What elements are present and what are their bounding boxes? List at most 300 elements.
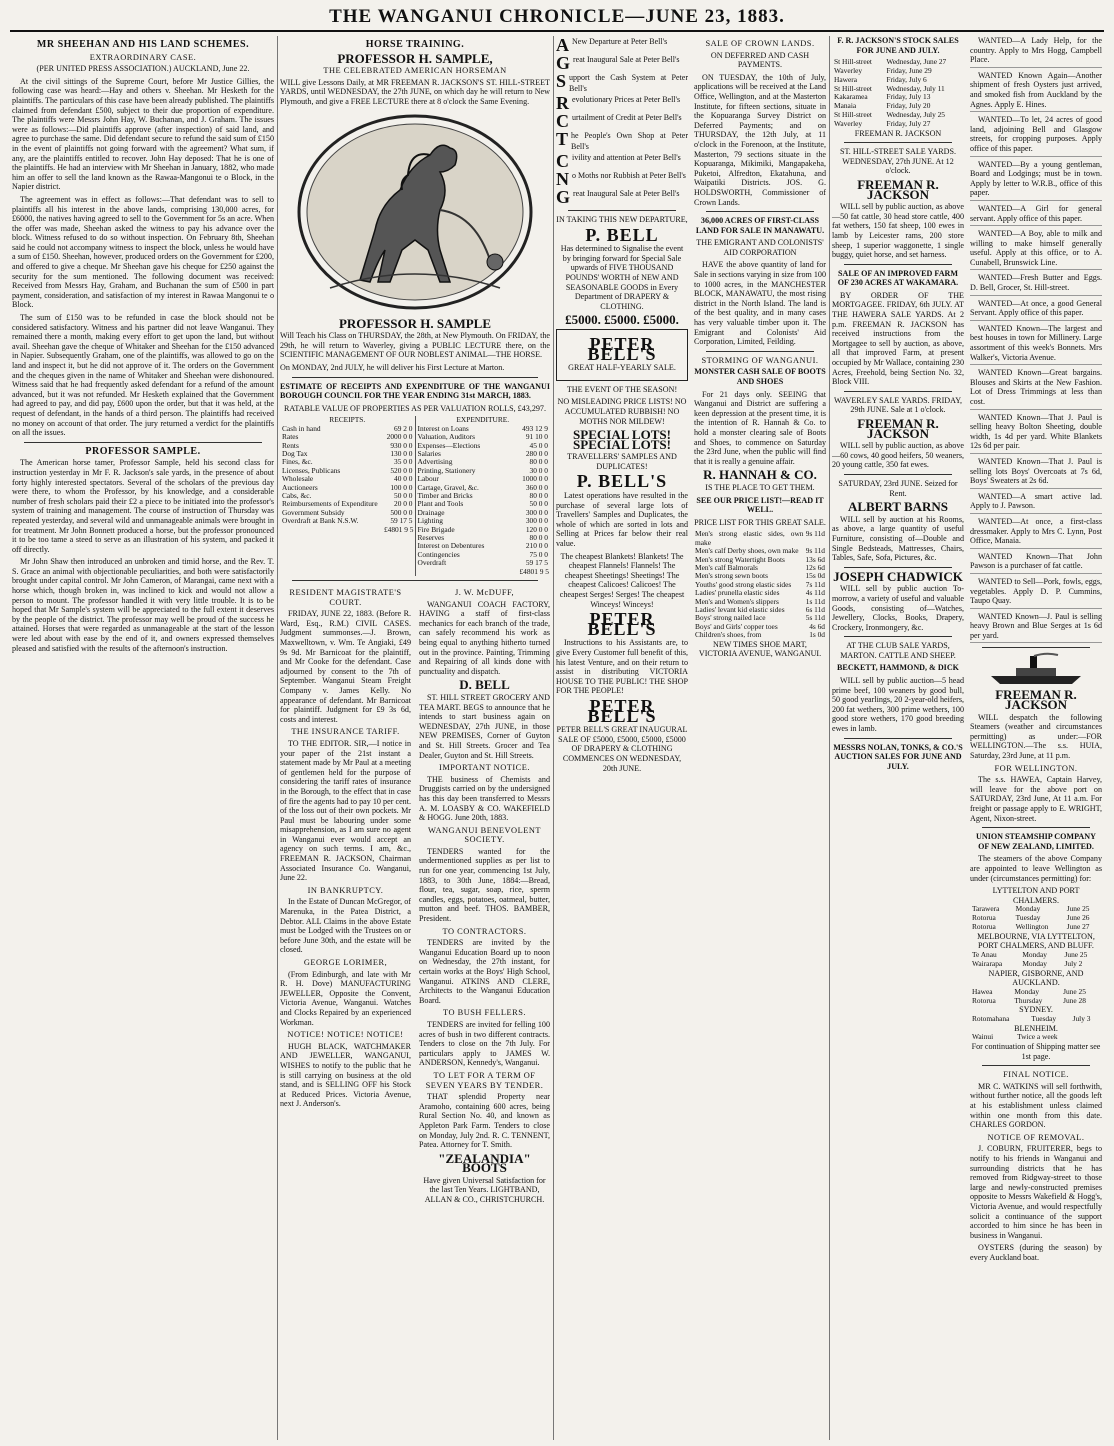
ledger-amount: Friday, June 29 (886, 65, 932, 75)
wanted-column (970, 36, 1102, 1266)
wanted-ad: WANTED Known—That J. Paul is selling heavy Bolton Sheeting, double width, 1s 4d per yard. White Blankets 12s 6d per pair. (970, 413, 1102, 454)
acrostic-line (556, 188, 688, 206)
ledger-item: Boys' and Girls' copper toes (695, 621, 778, 631)
ledger-item: Men's strong elastic sides, own make (695, 529, 804, 547)
bell-text: Has determined to Signalise the event by bringing forward for Special Sale upwards of FIVE THOUSAND POUNDS' WORTH of NEW AND SEASONABLE GOODS in Every Department of DRAPERY & CLOTHING. (560, 244, 684, 311)
article-headline: MR SHEEHAN AND HIS LAND SCHEMES. (36, 39, 250, 50)
ledger-amount: 1s 0d (809, 630, 825, 640)
yards-heading: ST. HILL-STREET SALE YARDS. WEDNESDAY, 27th JUNE. At 12 o'clock. (839, 147, 957, 176)
ledger-amount: 4s 11d (805, 588, 825, 598)
column-4 (832, 36, 1102, 1440)
wanted-ad: WANTED—A Boy, able to milk and willing to make himself generally useful. Apply at this office, or to A. Cunabell, Brunswick Line. (970, 229, 1102, 270)
acrostic-text: reat Inaugural Sale at Peter Bell's (573, 189, 680, 198)
article-paragraph: At the civil sittings of the Supreme Court, before Mr Justice Gillies, the following case was heard:—Hay and others v. Sheehan. Mr Hesketh for the plaintiffs. The particulars of this case have been already published. The plaintiffs claimed from defendant £500, subject to their due proportion of expenditure. The plaintiffs were Messrs John Hay, W. Buchanan, and J. Graham. The issues were as follows:—Did plaintiffs approve (after inspection) of said land, and agree to purchase the same. Did defendant secure to refund the said sum of £150 in the event of plaintiffs not going forward with the agreement? What sum, if any, are the plaintiffs entitled to recover. John Hay deposed: That he is one of the plaintiffs. He had an interview with Mr Sheehan in January, 1882, who made him an offer to sell the land known as the Rawaa-Mangonui te o Block, in the Napier district. (12, 76, 274, 192)
ledger-amount: Wednesday, June 27 (886, 57, 947, 67)
ledger-amount: 1s 11d (805, 596, 825, 606)
monster-heading: MONSTER CASH SALE OF BOOTS AND SHOES (694, 367, 826, 386)
column-divider (829, 36, 830, 1440)
acrostic-line (556, 152, 688, 170)
route-cell: Rotomahana (972, 1013, 1010, 1023)
acrostic-text: New Departure at Peter Bell's (572, 37, 668, 46)
ledger-item: Rents (282, 440, 299, 450)
ledger-amount: 69 2 0 (394, 423, 413, 433)
article-subhead: EXTRAORDINARY CASE. (89, 52, 197, 62)
ledger-item: Drainage (417, 507, 445, 517)
divider (568, 210, 676, 211)
article-paragraph: The American horse tamer, Professor Sample, held his second class for instruction yesterday in Mr F. R. Jackson's sale yards, in the presence of about forty highly interested spectators. Several of the scholars of the previous day were there, to whom the Professor, by his knowledge, and a considerable number of fresh scholars paid their £2 a piece to be initiated into the professor's system of training and management. The course of instruction of Thursday was repeated yesterday, and several wild and unmanageable animals were brought in for treatment. Mr John Bonnett produced a horse, but the professor pronounced it to be too tame a steed to serve as an illustration of his system, and packed it off directly. (12, 458, 274, 554)
ledger-row (694, 631, 826, 639)
acres-text: HAVE the above quantity of land for Sale in sections varying in size from 100 to 1000 acres, in the MANCHESTER BLOCK, MANAWATU, the most rising district in the North Island. The land is of the best quality, and in many cases has very valuable timber upon it. The Emigrant and Colonists' Aid Corporation, Limited, Feilding. (694, 260, 826, 347)
receipts-label: RECEIPTS. (329, 415, 366, 425)
auctioneer-name: FREEMAN R. JACKSON (854, 128, 942, 138)
ledger-item: St Hill-street (834, 109, 872, 119)
notice-text: HUGH BLACK, WATCHMAKER AND JEWELLER, WANGANUI, WISHES to notify to the public that he is still carrying on business at the old stand, and is SELLING OFF his Stock at Reduced Prices. Victoria Avenue, next J. Anderson's. (280, 1041, 411, 1109)
acrostic-initial: G (556, 187, 571, 207)
wanted-ad: WANTED—At once, a good General Servant. Apply office of this paper. (970, 299, 1102, 321)
sale-end-text: PETER BELL'S GREAT INAUGURAL SALE OF £5000, £5000, £5000, £5000 OF DRAPERY & CLOTHING COMMENCES ON WEDNESDAY, 20th JUNE. (556, 725, 688, 773)
cheapest-list: The cheapest Blankets! Blankets! The cheapest Flannels! Flannels! The cheapest Sheetings! Sheetings! The cheapest Calicoes! Calicoes! The cheapest Serges! Serges! The cheapest Winceys! Winceys! (559, 551, 685, 609)
storming-heading: STORMING OF WANGANUI. (701, 355, 819, 365)
estimate-ledger (280, 416, 550, 576)
usco-heading: UNION STEAMSHIP COMPANY OF NEW ZEALAND, LIMITED. (976, 832, 1096, 851)
receipts-total: £4801 9 5 (383, 524, 414, 534)
section-heading: D. BELL (459, 677, 510, 693)
tender-notice: TENDERS wanted for the undermentioned supplies as per list to run for one year, commencing 1st July, 1883, to 30th June, 1884:—Bread, flour, tea, sugar, soap, rice, sperm candles, eggs, potatoes, oatmeal, butter, mutton and beef. THOS. BAMBER, President. (419, 846, 550, 924)
route-row (970, 923, 1102, 932)
section-heading: WANGANUI BENEVOLENT SOCIETY. (427, 825, 541, 845)
article-paragraph: The agreement was in effect as follows:—That defendant was to sell to plaintiffs all his interest in the above lands, comprising 130,000 acres, for £6000, the natives having agreed to sell to the Government for 5s an acre. When the offer was made, Sheehan asked the witness to pay his advance over the block. Witness refused to do so without inspection. On February 8th, Sheehan said he could not accompany witness to inspect the block, unless he would have a sum of £150. Sheehan, however, produced orders on the Government for £200, and offered to give a cheque. Mr Sheehan gave his cheque for £250 against the security for the sum mentioned. The following document was received: Received from Messrs Hay, Graham, and Buchanan the sum of £500 in part payment, consideration, and satisfaction of my interest in Rawaa Mangonui te o Block. (12, 194, 274, 310)
ledger-item: Manaia (834, 101, 857, 111)
crown-text: ON TUESDAY, the 10th of July, applications will be received at the Land Office, Wellington, and at the Masterton Institute, for fifteen sections, situate in the Kopuaranga Survey District on Deferred Payments; and on THURSDAY, the 12th July, at 11 o'clock in the Forenoon, at the Institute, Masterton, 79 sections situate in the Kopuaranga, Mikimiki, Mangapakeha, Puketoi, Alfredton, Ekatahuna, and Waipatiki Districts. JOS. G. HOLDSWORTH, Commissioner of Crown Lands. (694, 72, 826, 207)
article-paragraph: Mr John Shaw then introduced an unbroken and timid horse, and the Rev. T. S. Grace an animal with objectionable peculiarities, and both were satisfactorily brought under capital control. Mr John Cameron, of Marangai, came next with a horse which, though broken in, was inclined to kick and would not allow a person to mount. The professor handled it with very little trouble. It is to be hoped that Mr Sample's system will be appreciated to the full extent it deserves by the people of the district. The professor may well be proud of the success he attained. Horses that were regarded as unmanageable at the start of the lesson were led about with ease by the end of it, and owners expressed themselves pleased and satisfied with the results of the afternoon's instruction. (12, 557, 274, 653)
acrostic-text: reat Inaugural Sale at Peter Bell's (573, 55, 680, 64)
acrostic-text: o Moths nor Rubbish at Peter Bell's (572, 171, 686, 180)
route-row (970, 1033, 1102, 1042)
insurance-letter: TO THE EDITOR. SIR,—I notice in your paper of the 21st instant a statement made by Mr Paul at a meeting of gentlemen held for the purpose of considering the tariff rates of insurance in the Borough, to the effect that in case of fire the agents had to pay 10 per cent. of the loss out of their own pockets. Mr Paul must be labouring under some misapprehension, as I am sure no agent in Wanganui ever would accept an agency on such terms. I am, &c., FREEMAN R. JACKSON, Chairman Associated Insurance Co. Wanganui, June 22. (280, 738, 411, 883)
ledger-item: Reserves (417, 533, 445, 542)
ledger-item: Plant and Tools (417, 499, 464, 509)
section-heading: TO BUSH FELLERS. (443, 1008, 526, 1018)
route-cell (1095, 1033, 1102, 1042)
oysters-text: OYSTERS (during the season) by every Auckland boat. (970, 1243, 1102, 1262)
acrostic-line (556, 72, 688, 94)
ledger-amount: 2000 0 0 (386, 432, 413, 442)
article-paragraph: The sum of £150 was to be refunded in case the block should not be considered satisfactory. Witness and his partner did not leave Wanganui. They remained there a month, making every effort to get upon the land, but without avail. Sheehan gave the cheque of Whitaker and Sheehan for the £150 advanced in Napier. Subsequently Graham, one of the plaintiffs, was allowed to go on the land and inspect it, but he did not approve of it. The orders on the Government and the cheques given in the name of Whitaker and Sheehan were dishonoured. Witness said that he had frequently asked defendant for a refund of the amount advanced, but it was not refunded. Mr Hesketh explained that the Government had agreed to pay, and did pay, £600 upon the order, but that it was held, at the request of defendant, in the hands of a third person. The plaintiffs had received no money on account of that order. The jury returned a verdict for the plaintiffs on all the issues. (12, 313, 274, 438)
shipping-agent: FREEMAN R. JACKSON (995, 687, 1077, 713)
ad-text: Will Teach his Class on THURSDAY, the 28th, at New Plymouth. On FRIDAY, the 29th, he will return to Waverley, giving a PUBLIC LECTURE there, on the SCIENTIFIC MANAGEMENT OF OUR NOBLEST ANIMAL—THE HORSE. (280, 331, 550, 360)
barns-text: WILL sell by auction at his Rooms, as above, a large quantity of useful Furniture, consisting of—Double and Single Bedsteads, Mattresses, Chairs, Tables, Safe, Sofa, Pictures, &c. (832, 514, 964, 563)
route-cell: Monday (1015, 904, 1041, 914)
acrostic-text: urtailment of Credit at Peter Bell's (572, 113, 682, 122)
acrostic-text: evolutionary Prices at Peter Bell's (572, 95, 681, 104)
ledger-item: Interest on Debentures (417, 541, 485, 551)
wanted-ad: WANTED Known—That John Pawson is a purchaser of fat cattle. (970, 552, 1102, 574)
ledger-amount: 20 0 0 (394, 499, 413, 509)
ledger-amount: 210 0 0 (525, 541, 548, 551)
bankruptcy-notice: In the Estate of Duncan McGregor, of Marenuka, in the Patea District, a Debtor. ALL Claims in the above Estate must be Lodged with the Trustees on or before June 30th, and the estate will be closed. (280, 897, 411, 955)
acrostic-initial: C (556, 111, 569, 131)
route-heading: NAPIER, GISBORNE, AND AUCKLAND. (988, 968, 1084, 988)
route-cell: June 26 (1066, 913, 1090, 923)
club-heading: AT THE CLUB SALE YARDS, MARTON. CATTLE AND SHEEP. (840, 641, 956, 660)
ledger-item: Men's and Women's slippers (695, 596, 779, 606)
removal-heading: NOTICE OF REMOVAL. (987, 1132, 1085, 1142)
ledger-item: Wholesale (282, 474, 314, 484)
receipts-table (281, 425, 414, 526)
ledger-item: Youths' good strong elastic sides (695, 579, 792, 589)
ledger-item: Waverley (834, 118, 863, 128)
divider (24, 442, 262, 443)
ad-subtitle: THE CELEBRATED AMERICAN HORSEMAN (323, 66, 507, 76)
acrostic-line (556, 130, 688, 152)
ledger-amount: 100 0 0 (390, 482, 413, 492)
hannah-name: R. HANNAH & CO. (703, 467, 817, 483)
ledger-item: Rates (282, 432, 299, 442)
expenditure-label: EXPENDITURE. (456, 415, 510, 425)
ledger-amount: Friday, July 27 (886, 118, 931, 128)
divider (844, 636, 952, 637)
p-bells-text: Latest operations have resulted in the purchase of several large lots of Travellers' Samples and Duplicates, the whole of which are sorted in lots and Selling at Prices far below their real value. (556, 491, 688, 549)
route-heading: BLENHEIM. (1014, 1023, 1058, 1033)
ledger-amount: 9s 11d (805, 546, 825, 556)
ledger-amount: 7s 11d (805, 579, 825, 589)
acrostic-initial: T (556, 129, 569, 149)
mortgage-heading: SALE OF AN IMPROVED FARM OF 230 ACRES AT WAKAMARA. (837, 268, 959, 288)
ledger-amount: Friday, July 20 (886, 101, 931, 111)
ledger-item: Licenses, Publicans (282, 465, 341, 475)
route-table (970, 905, 1102, 931)
ledger-item: Reimbursements of Expenditure (282, 499, 378, 509)
ledger-row (832, 120, 964, 129)
acrostic-line (556, 112, 688, 130)
ledger-amount: 80 0 0 (529, 490, 548, 500)
divider (982, 647, 1090, 648)
bell-column (556, 36, 688, 776)
acrostic-initial: C (556, 151, 569, 171)
acrostic-initial: R (556, 93, 569, 113)
tender-notice: TENDERS are invited by the Wanganui Education Board up to noon on Wednesday, the 27th instant, for certain works at the Boys' High School, Wanganui. ATKINS AND CLERE, Architects to the Wanganui Education Board. (419, 938, 550, 1005)
acrostic-list (556, 36, 688, 206)
jeweller-ad: (From Edinburgh, and late with Mr R. H. Dove) MANUFACTURING JEWELLER, Opposite the Convent, Victoria Avenue, Wanganui. Watches and Clocks Repaired by an experienced Workman. (280, 969, 411, 1027)
engraving-caption: PROFESSOR H. SAMPLE (338, 315, 492, 331)
ledger-item: Contingencies (417, 549, 460, 559)
coach-factory-ad: WANGANUI COACH FACTORY, HAVING a staff of first-class mechanics for each branch of the trade, can safely recommend his work as being equal to anything hitherto turned out in the province. Painting, Trimming and Repairing of all kinds done with punctuality and dispatch. (419, 599, 550, 676)
ledger-item: Waverley (834, 65, 863, 75)
wanted-ad: WANTED—A smart active lad. Apply to J. Pawson. (970, 492, 1102, 514)
half-yearly-sub: GREAT HALF-YEARLY SALE. (568, 363, 676, 373)
ledger-item: Cash in hand (282, 423, 321, 433)
receipts-column (280, 416, 415, 576)
ledger-amount: 930 0 0 (390, 440, 413, 450)
usco-note: For continuation of Shipping matter see 1st page. (971, 1042, 1101, 1061)
travellers-samples: TRAVELLERS' SAMPLES AND DUPLICATES! (567, 452, 677, 471)
special-lots: SPECIAL LOTS! SPECIAL LOTS! (573, 427, 671, 452)
monster-text: For 21 days only. SEEING that Wanganui and District are suffering a keen depression at the present time, it is the intention of R. Hannah & Co. to hold a monster clearing sale of Boots and Shoes, to commence on Saturday the 23rd June, when the public will find that it is really a genuine affair. (694, 389, 826, 466)
crown-heading: SALE OF CROWN LANDS. (705, 39, 815, 48)
ledger-amount: 80 0 0 (529, 533, 548, 542)
route-cell: June 27 (1066, 921, 1090, 931)
divider (706, 351, 814, 352)
wanted-ad: WANTED to Sell—Pork, fowls, eggs, vegetables. Apply D. P. Cummins, Taupo Quay. (970, 577, 1102, 609)
ledger-item: Ladies' prunella elastic sides (695, 588, 780, 598)
crown-sub: ON DEFERRED AND CASH PAYMENTS. (710, 50, 810, 70)
ledger-amount: Wednesday, July 25 (886, 109, 945, 119)
instructions-text: Instructions to his Assistants are, to give Every Customer full benefit of this, his latest Venture, and on their return to assist in distributing VICTORIA HOUSE TO THE PUBLIC! THE SHOP FOR THE PEOPLE! (556, 638, 688, 696)
ledger-item: St Hill-street (834, 57, 872, 67)
shipping-text: The s.s. HAWEA, Captain Harvey, will leave for the above port on SATURDAY, 23rd June, At 11 a.m. For freight or passage apply to E. WRIGHT, Agent, Nixon-street. (970, 775, 1102, 823)
ledger-amount: 300 0 0 (525, 507, 548, 517)
acrostic-initial: N (556, 169, 569, 189)
half-yearly-box (556, 329, 688, 381)
ledger-amount: 50 0 0 (394, 490, 413, 500)
route-heading: LYTTELTON AND PORT CHALMERS. (992, 886, 1080, 905)
divider (844, 142, 952, 143)
ledger-amount: 45 0 0 (529, 440, 548, 450)
section-heading: TO LET FOR A TERM OF SEVEN YEARS BY TENDER. (425, 1070, 544, 1090)
acrostic-initial: A (556, 36, 569, 55)
route-table (970, 1015, 1102, 1024)
bell-name: P. BELL (585, 224, 659, 245)
route-cell: Hawea (972, 986, 993, 996)
yards-text: WILL sell by public auction, as above—50 fat cattle, 30 head store cattle, 400 fat wethers, 150 fat sheep, 100 ewes in lamb by Leicester rams, 200 store sheep, 1 superior waggonette, 1 single buggy, quiet horse, and set harness. (832, 202, 964, 260)
ad-name: PROFESSOR H. SAMPLE, (337, 50, 493, 66)
ledger-item: Cabs, &c. (282, 490, 312, 500)
route-heading: MELBOURNE, VIA LYTTELTON, PORT CHALMERS, AND BLUFF. (977, 931, 1095, 951)
wanted-ad: WANTED Known—That J. Paul is selling lots Boys' Overcoats at 7s 6d, Boys' Sweaters at 2s 6d. (970, 457, 1102, 489)
price-list-heading: PRICE LIST FOR THIS GREAT SALE. (694, 517, 826, 527)
ledger-amount: 13s 6d (805, 554, 825, 564)
ledger-amount: Friday, July 13 (886, 92, 931, 102)
barns-date: SATURDAY, 23rd JUNE. Seized for Rent. (838, 478, 958, 498)
expenditure-total: £4801 9 5 (519, 566, 549, 576)
divider (844, 391, 952, 392)
acrostic-initial: G (556, 53, 571, 73)
route-row (970, 960, 1102, 969)
ledger-amount: 5s 11d (805, 613, 825, 623)
section-heading: IN BANKRUPTCY. (307, 885, 384, 895)
route-cell: June 28 (1063, 995, 1086, 1005)
route-cell: Rotorua (972, 995, 996, 1005)
section-heading: IMPORTANT NOTICE. (439, 763, 530, 773)
auction-column (832, 36, 964, 774)
no-misleading: NO MISLEADING PRICE LISTS! NO ACCUMULATED RUBBISH! NO MOTHS NOR MILDEW! (557, 397, 687, 426)
lease-notice: THAT splendid Property near Aramoho, containing 600 acres, being Rural Section No. 40, and known as Appleton Park Farm. Tenders to close on Monday, July 2nd. R. C. TENNENT, Patea. Attorney for T. Smith. (419, 1092, 550, 1150)
divider (844, 474, 952, 475)
divider (982, 1065, 1090, 1066)
ledger-amount: 12s 6d (805, 562, 825, 572)
ledger-amount: Wednesday, July 11 (886, 83, 945, 93)
ledger-item: Interest on Loans (417, 423, 469, 433)
ledger-item: Labour (417, 474, 439, 484)
ledger-item: St Hill-street (834, 83, 872, 93)
zealandia-heading: "ZEALANDIA" BOOTS (438, 1150, 531, 1176)
chadwick-text: WILL sell by public auction To-morrow, a variety of useful and valuable Goods, consisting of—Watches, Jewellery, Clocks, Books, Drapery, Crockery, Ironmongery, &c. (832, 584, 964, 632)
section-heading: NOTICE! NOTICE! NOTICE! (287, 1030, 404, 1040)
ledger-amount: Friday, July 6 (886, 74, 927, 84)
chadwick-name: JOSEPH CHADWICK (833, 568, 963, 584)
shipping-text: WILL despatch the following Steamers (weather and circumstances permitting) as under:—FOR WELLINGTON.—The s.s. HUIA, Saturday, 23rd June, at 11 p.m. (970, 712, 1102, 761)
crown-lands-column (694, 36, 826, 662)
ledger-amount: 280 0 0 (525, 448, 548, 458)
beckett-text: WILL sell by public auction—5 head prime beef, 100 weaners by good bull, 50 good yearlings, 20 2-year-old heifers, 200 fat wethers, 300 prime wethers, 100 good store wethers, 170 good breeding ewes in lamb. (832, 676, 964, 734)
waverley-text: WILL sell by public auction, as above—60 cows, 40 good heifers, 50 weaners, 20 young cattle, 350 fat ewes. (832, 441, 964, 470)
acrostic-text: upport the Cash System at Peter Bell's (569, 73, 688, 93)
ledger-item: Dog Tax (282, 448, 308, 458)
acres-heading: 36,000 ACRES OF FIRST-CLASS LAND FOR SALE IN MANAWATU. (695, 216, 825, 235)
route-cell: Wainui (972, 1032, 994, 1042)
ledger-item: Salaries (417, 448, 441, 458)
route-cell: Monday (1022, 958, 1047, 968)
route-table (970, 1033, 1102, 1042)
steamship-icon (986, 652, 1086, 686)
column-divider (553, 36, 554, 1440)
peter-bells-heading: PETER BELL'S (587, 333, 657, 364)
ledger-amount: 59 17 5 (390, 516, 413, 526)
ledger-item: Overdraft (417, 558, 447, 568)
estimate-subheading: RATABLE VALUE OF PROPERTIES AS PER VALUATION ROLLS, £43,297. (283, 403, 547, 413)
ledger-item: Advertising (417, 457, 453, 467)
route-cell: July 2 (1064, 958, 1083, 968)
ledger-item: Ladies' levant kid elastic sides (695, 604, 785, 614)
column-2 (280, 36, 550, 1440)
divider (844, 264, 952, 265)
peter-bells-heading: PETER BELL'S (587, 609, 657, 639)
tender-notice: TENDERS are invited for felling 100 acres of bush in two different contracts. Tenders to close on the 7th July. For particulars apply to JAMES W. ANDERSON, Kennedy's, Wanganui. (419, 1019, 550, 1068)
acrostic-line (556, 170, 688, 188)
route-cell: Tarawera (972, 904, 1000, 914)
wanted-ad: WANTED—Fresh Butter and Eggs. D. Bell, Grocer, St. Hill-street. (970, 273, 1102, 295)
ledger-amount: 9s 11d (805, 529, 825, 539)
ad-text: On MONDAY, 2nd JULY, he will deliver his First Lecture at Marton. (280, 362, 505, 372)
ledger-item: Timber and Bricks (417, 490, 473, 500)
event-line: THE EVENT OF THE SEASON! (566, 384, 678, 394)
lower-split (280, 585, 550, 1205)
ledger-amount: 15s 0d (805, 571, 825, 581)
ledger-amount: 30 0 0 (529, 465, 548, 475)
wanted-list (970, 36, 1102, 643)
ledger-item: Children's shoes, from (695, 630, 762, 640)
lower-left-column (280, 585, 411, 1112)
ledger-amount: 80 0 0 (529, 457, 548, 467)
section-heading: THE INSURANCE TARIFF. (291, 727, 400, 737)
route-cell: Wairarapa (972, 958, 1003, 968)
ledger-amount: 6s 11d (805, 604, 825, 614)
masthead-title: THE WANGANUI CHRONICLE—JUNE 23, 1883. (329, 6, 785, 27)
ledger-item: Overdraft at Bank N.S.W. (282, 516, 359, 526)
see-price-list: SEE OUR PRICE LIST!—READ IT WELL. (696, 495, 824, 515)
zealandia-text: Have given Universal Satisfaction for the last Ten Years. LIGHTBAND, ALLAN & CO., CHRISTCHURCH. (423, 1175, 546, 1205)
place-line: IS THE PLACE TO GET THEM. (705, 482, 815, 492)
masthead-rule (10, 30, 1104, 32)
wanted-ad: WANTED—At once, a first-class dressmaker. Apply to Mrs C. Lynn, Post Office, Manaia. (970, 517, 1102, 549)
divider (844, 738, 952, 739)
divider (844, 567, 952, 568)
acrostic-text: he People's Own Shop at Peter Bell's (571, 131, 688, 151)
column-1 (12, 36, 274, 1440)
waverley-heading: WAVERLEY SALE YARDS. FRIDAY, 29th JUNE. Sale at 1 o'clock. (833, 395, 963, 415)
ledger-amount: 360 0 0 (525, 482, 548, 492)
ledger-item: Fire Brigade (417, 524, 455, 534)
acrostic-line (556, 36, 688, 54)
acrostic-initial: S (556, 71, 567, 91)
divider (706, 211, 814, 212)
route-row (970, 1015, 1102, 1024)
acres-sub: THE EMIGRANT AND COLONISTS' AID CORPORATION (696, 238, 824, 257)
route-cell: Rotorua (972, 921, 996, 931)
column-3 (556, 36, 826, 1440)
route-cell: Rotorua (972, 913, 996, 923)
route-table (970, 951, 1102, 969)
ledger-item: Men's strong Watertight Boots (695, 554, 785, 564)
removal-text: J. COBURN, FRUITERER, begs to notify to his friends in Wanganui and surrounding districts that he has removed from Ridgway-street to those large and newly-constructed premises opposite to Messrs Wakefield & Hogg's, Victoria Avenue, and would respectfully solicit a continuance of the support accorded to him since he has been in business in Wanganui. (970, 1144, 1102, 1240)
ledger-amount: 130 0 0 (390, 448, 413, 458)
nolan-heading: MESSRS NOLAN, TONKS, & CO.'S AUCTION SALES FOR JUNE AND JULY. (833, 742, 963, 771)
rearing-horse-engraving (290, 110, 540, 315)
mortgage-text: BY ORDER OF THE MORTGAGEE. FRIDAY, 6th JULY. AT THE HAWERA SALE YARDS. At 2 p.m. FREEMAN R. JACKSON has received instructions from the Mortgagee to sell by auction, as above, all that improved Farm, at present occupied by Mr Wallace, containing 230 Acres, Freehold, being Section No. 32, Block VIII. (832, 290, 964, 387)
ledger-item: Expenses—Elections (417, 440, 481, 450)
hannah-address: NEW TIMES SHOE MART, VICTORIA AVENUE, WANGANUI. (698, 639, 822, 659)
route-heading: SYDNEY. (1019, 1005, 1053, 1015)
route-cell: Thursday (1014, 995, 1043, 1005)
chemist-notice: THE business of Chemists and Druggists carried on by the undersigned has this day been transferred to Messrs A. M. LOASBY & CO. WAKEFIELD & HOGG. June 20th, 1883. (419, 774, 550, 823)
route-cell: June 25 (1066, 904, 1090, 914)
ledger-item: Government Subsidy (282, 507, 345, 517)
route-cell: Tuesday (1031, 1013, 1057, 1023)
expenditure-column (415, 416, 550, 576)
section-heading: J. W. McDUFF, (454, 588, 515, 598)
lower-right-column (419, 585, 550, 1208)
divider (292, 580, 538, 581)
route-cell: June 25 (1063, 986, 1086, 996)
section-heading: GEORGE LORIMER, (303, 958, 388, 967)
acrostic-line (556, 94, 688, 112)
grocery-ad: ST. HILL STREET GROCERY AND TEA MART. BEGS to announce that he intends to start business again on WEDNESDAY, 27th JUNE, in those NEW PREMISES, Corner of Guyton and St. Hill Streets. Grocer and Tea Dealer, Guyton and St. Hill Streets. (419, 692, 550, 760)
court-text: FRIDAY, JUNE 22, 1883. (Before R. Ward, Esq., R.M.) CIVIL CASES. Judgment summonses.—J. Brown, Maxwelltown, v. Wm. Te Angiaki, £49 9s 9d. Mr Barnicoat for the plaintiff, and Mr Cooke for the defendant. Case adjourned by consent to the 7th of September. Wanganui Steam Freight Company v. James Kelly. No appearance of defendant. Mr Barnicoat for plaintiff. Judgment for £9 3s 6d, costs and interest. (280, 609, 411, 724)
ledger-item: Cartage, Gravel, &c. (417, 482, 479, 492)
ledger-item: Kakaramea (834, 92, 868, 102)
ledger-item: Men's calf Derby shoes, own make (695, 546, 799, 556)
ledger-amount: 1000 0 0 (522, 474, 548, 484)
sale-amounts: £5000. £5000. £5000. (565, 312, 679, 328)
ledger-amount: 40 0 0 (394, 474, 413, 484)
route-cell: Monday (1022, 949, 1047, 959)
ledger-item: Fines, &c. (282, 457, 313, 467)
usco-text: The steamers of the above Company are appointed to leave Wellington as under (circumstances permitting) for: (970, 854, 1102, 883)
ledger-amount: 500 0 0 (390, 507, 413, 517)
ledger-item: Printing, Stationery (417, 465, 476, 475)
ledger-item: Men's calf Balmorals (695, 562, 758, 572)
acrostic-text: ivility and attention at Peter Bell's (572, 153, 681, 162)
route-cell: Te Anau (972, 949, 997, 959)
route-cell: Wellington (1015, 921, 1049, 931)
wanted-ad: WANTED Known Again—Another shipment of fresh Oysters just arrived, and smoked fish from Auckland by the Agnes. Apply E. Hines. (970, 71, 1102, 112)
ledger-item: Auctioneers (282, 482, 318, 492)
route-schedule (970, 886, 1102, 1042)
ledger-item: Valuation, Auditors (417, 432, 475, 442)
beckett-name: BECKETT, HAMMOND, & DICK (837, 663, 959, 673)
ledger-amount: 50 0 0 (529, 499, 548, 509)
bell-intro: IN TAKING THIS NEW DEPARTURE, (556, 215, 688, 224)
column-divider (277, 36, 278, 1440)
divider (292, 377, 538, 378)
dateline: (PER UNITED PRESS ASSOCIATION.) AUCKLAND, June 22. (36, 64, 250, 74)
wanted-ad: WANTED—By a young gentleman, Board and Lodgings; must be in town. Apply by letter to W.R.B., office of this paper. (970, 160, 1102, 201)
barns-name: ALBERT BARNS (847, 499, 949, 515)
shipping-heading: FOR WELLINGTON. (994, 763, 1078, 773)
ledger-amount: 35 0 0 (394, 457, 413, 467)
auctioneer-name: FREEMAN R. JACKSON (857, 176, 939, 202)
section-heading: RESIDENT MAGISTRATE'S COURT. (289, 588, 402, 607)
